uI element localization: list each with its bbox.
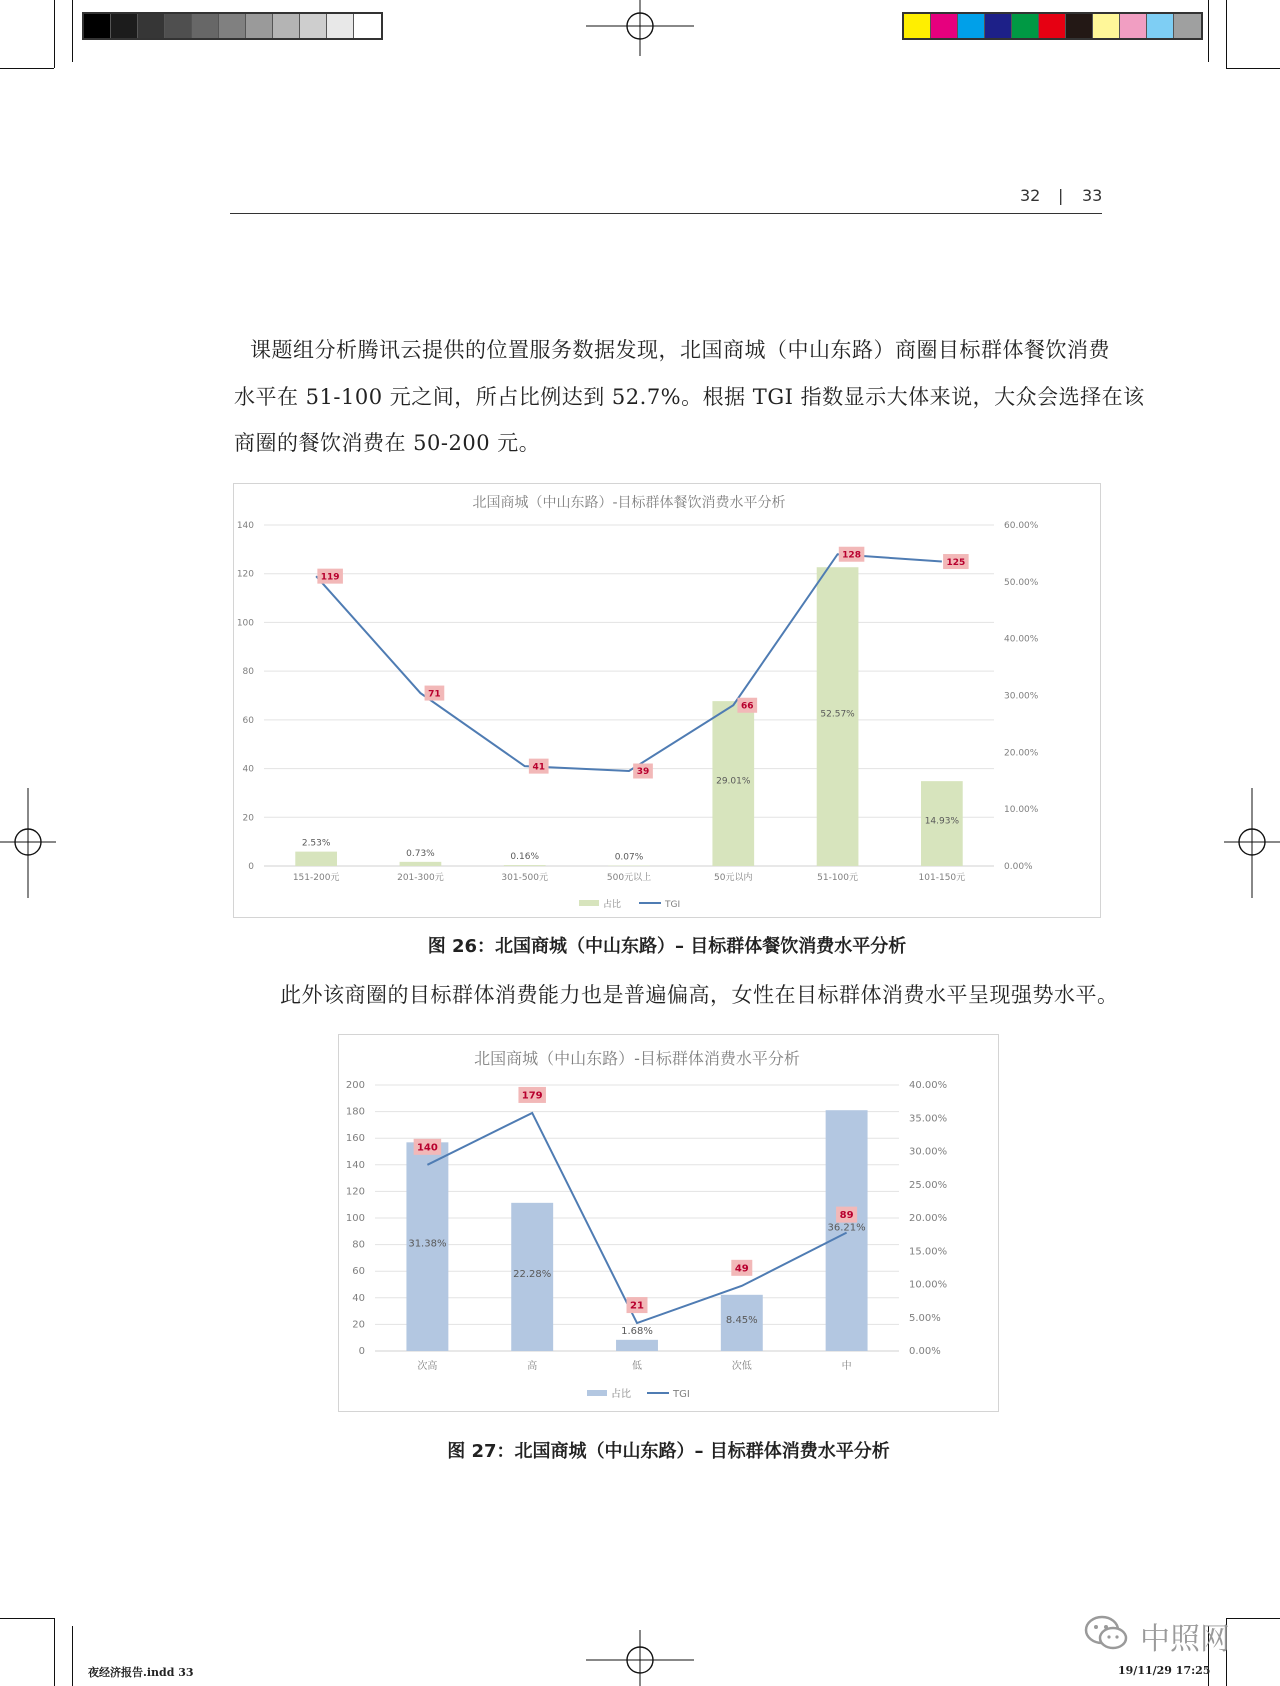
right-axis-tick-label: 0.00% [1004, 862, 1033, 872]
body-paragraph-line: 商圈的餐饮消费在 50-200 元。 [234, 431, 541, 455]
category-label: 301-500元 [501, 873, 549, 883]
left-axis-tick-label: 40 [242, 764, 254, 775]
gray-swatch [84, 14, 111, 38]
category-label: 101-150元 [918, 873, 966, 883]
left-axis-tick-label: 60 [242, 715, 254, 726]
right-axis-tick-label: 5.00% [909, 1312, 941, 1324]
color-swatch [1012, 14, 1039, 38]
color-swatch [958, 14, 985, 38]
left-axis-tick-label: 100 [236, 618, 254, 629]
gray-swatch [246, 14, 273, 38]
body-paragraph-line: 水平在 51-100 元之间，所占比例达到 52.7%。根据 TGI 指数显示大体来说，大众会选择在该 [234, 385, 1145, 409]
bar-data-label: 29.01% [716, 776, 751, 787]
category-label: 51-100元 [817, 873, 859, 883]
right-axis-tick-label: 30.00% [909, 1146, 948, 1158]
tgi-data-label: 125 [946, 557, 966, 568]
color-swatch [1066, 14, 1093, 38]
legend-label: TGI [673, 1389, 690, 1400]
color-swatch [1120, 14, 1147, 38]
wechat-icon [1082, 1612, 1132, 1654]
category-label: 151-200元 [292, 873, 340, 883]
left-axis-tick-label: 140 [236, 521, 254, 531]
bar [295, 852, 337, 866]
color-swatch [1174, 14, 1201, 38]
color-calibration-bar [902, 12, 1203, 40]
left-axis-tick-label: 40 [352, 1292, 365, 1304]
color-swatch [1039, 14, 1066, 38]
tgi-data-label: 41 [532, 762, 545, 773]
gray-swatch [165, 14, 192, 38]
figure-27-caption: 图 27：北国商城（中山东路）– 目标群体消费水平分析 [447, 1441, 890, 1462]
crop-mark [0, 68, 54, 69]
right-axis-tick-label: 10.00% [909, 1279, 948, 1291]
gray-swatch [354, 14, 381, 38]
right-axis-tick-label: 40.00% [1004, 634, 1039, 645]
registration-target-icon [586, 0, 694, 56]
chart-title: 北国商城（中山东路）-目标群体消费水平分析 [474, 1049, 800, 1068]
right-axis-tick-label: 10.00% [1004, 805, 1039, 816]
left-axis-tick-label: 160 [345, 1133, 365, 1145]
chart-consumption-level [338, 1034, 999, 1412]
bar-data-label: 0.73% [406, 848, 435, 859]
chart-dining-consumption-svg [234, 484, 1100, 917]
gray-swatch [138, 14, 165, 38]
body-paragraph-line: 课题组分析腾讯云提供的位置服务数据发现，北国商城（中山东路）商圈目标群体餐饮消费 [250, 338, 1110, 362]
registration-target-icon [0, 788, 56, 898]
bar-data-label: 31.38% [408, 1238, 447, 1250]
category-label: 低 [632, 1361, 642, 1372]
chart-dining-consumption [233, 483, 1101, 918]
right-axis-tick-label: 15.00% [909, 1246, 948, 1258]
gray-swatch [192, 14, 219, 38]
crop-mark [1208, 0, 1209, 62]
registration-target-icon [586, 1630, 694, 1686]
bar-data-label: 8.45% [725, 1314, 758, 1326]
bar-data-label: 2.53% [301, 838, 331, 849]
right-axis-tick-label: 35.00% [909, 1113, 948, 1125]
tgi-data-label: 140 [416, 1142, 438, 1154]
header-rule [230, 213, 1102, 214]
bar-data-label: 36.21% [827, 1222, 866, 1234]
left-axis-tick-label: 140 [345, 1159, 365, 1171]
legend-label: 占比 [603, 900, 622, 910]
tgi-data-label: 21 [630, 1300, 644, 1312]
page-number-right: 33 [1082, 186, 1103, 205]
left-axis-tick-label: 60 [352, 1266, 365, 1278]
tgi-data-label: 128 [842, 550, 861, 561]
crop-mark [1226, 1618, 1280, 1619]
category-label: 次高 [417, 1361, 438, 1372]
figure-26-caption: 图 26：北国商城（中山东路）– 目标群体餐饮消费水平分析 [427, 936, 907, 957]
left-axis-tick-label: 180 [345, 1106, 365, 1118]
tgi-data-label: 89 [839, 1210, 854, 1222]
tgi-data-label: 119 [320, 572, 340, 583]
gray-swatch [273, 14, 300, 38]
right-axis-tick-label: 20.00% [909, 1213, 948, 1224]
color-swatch [904, 14, 931, 38]
crop-mark [1226, 0, 1227, 68]
gray-swatch [300, 14, 327, 38]
left-axis-tick-label: 80 [352, 1239, 365, 1251]
left-axis-tick-label: 120 [236, 569, 254, 580]
color-swatch [985, 14, 1012, 38]
bar [504, 865, 546, 866]
chart-consumption-level-svg [339, 1035, 998, 1411]
watermark-text: 中照网 [1140, 1622, 1230, 1657]
color-swatch [931, 14, 958, 38]
gray-calibration-bar [82, 12, 383, 40]
tgi-data-label: 179 [521, 1090, 543, 1102]
crop-mark [0, 1618, 54, 1619]
crop-mark [54, 0, 55, 68]
category-label: 500元以上 [606, 873, 652, 883]
footer-file-name: 夜经济报告.indd 33 [88, 1666, 194, 1679]
right-axis-tick-label: 20.00% [1004, 748, 1039, 759]
left-axis-tick-label: 100 [345, 1213, 365, 1224]
bar-data-label: 0.07% [614, 852, 644, 863]
left-axis-tick-label: 20 [352, 1319, 365, 1331]
bar-data-label: 22.28% [513, 1268, 552, 1280]
crop-mark [72, 0, 73, 62]
legend-swatch-bar [579, 900, 599, 906]
crop-mark [54, 1618, 55, 1686]
body-paragraph-2: 此外该商圈的目标群体消费能力也是普遍偏高，女性在目标群体消费水平呈现强势水平。 [280, 983, 1119, 1007]
bar [400, 862, 442, 866]
color-swatch [1093, 14, 1120, 38]
left-axis-tick-label: 0 [248, 862, 254, 872]
right-axis-tick-label: 50.00% [1004, 577, 1039, 588]
chart-title: 北国商城（中山东路）-目标群体餐饮消费水平分析 [472, 495, 786, 511]
bar [616, 1340, 658, 1351]
left-axis-tick-label: 0 [358, 1346, 365, 1357]
legend-label: 占比 [611, 1389, 631, 1400]
category-label: 高 [527, 1361, 538, 1372]
gray-swatch [327, 14, 354, 38]
bar-data-label: 0.16% [510, 852, 540, 863]
footer-timestamp: 19/11/29 17:25 [1118, 1664, 1211, 1677]
bar-data-label: 14.93% [924, 816, 960, 827]
gray-swatch [111, 14, 138, 38]
left-axis-tick-label: 80 [242, 667, 254, 678]
left-axis-tick-label: 120 [345, 1186, 365, 1198]
category-label: 50元以内 [714, 873, 753, 883]
right-axis-tick-label: 25.00% [909, 1179, 948, 1191]
bar-data-label: 52.57% [820, 709, 855, 720]
legend-label: TGI [665, 900, 681, 910]
bar-data-label: 1.68% [621, 1325, 653, 1337]
registration-target-icon [1224, 788, 1280, 898]
gray-swatch [219, 14, 246, 38]
tgi-data-label: 39 [636, 767, 650, 778]
right-axis-tick-label: 60.00% [1004, 521, 1039, 531]
right-axis-tick-label: 30.00% [1004, 691, 1039, 702]
category-label: 201-300元 [397, 873, 444, 883]
tgi-data-label: 49 [734, 1263, 749, 1275]
legend-swatch-bar [587, 1390, 607, 1396]
right-axis-tick-label: 40.00% [909, 1080, 948, 1091]
crop-mark [1226, 68, 1280, 69]
category-label: 中 [841, 1361, 852, 1372]
page-number-left: 32 [1020, 186, 1041, 205]
crop-mark [72, 1626, 73, 1686]
page-number-separator: | [1058, 186, 1064, 205]
right-axis-tick-label: 0.00% [909, 1346, 941, 1357]
tgi-data-label: 71 [428, 689, 441, 700]
left-axis-tick-label: 20 [242, 813, 254, 824]
category-label: 次低 [731, 1361, 752, 1372]
tgi-data-label: 66 [741, 701, 754, 712]
color-swatch [1147, 14, 1174, 38]
left-axis-tick-label: 200 [345, 1080, 365, 1091]
